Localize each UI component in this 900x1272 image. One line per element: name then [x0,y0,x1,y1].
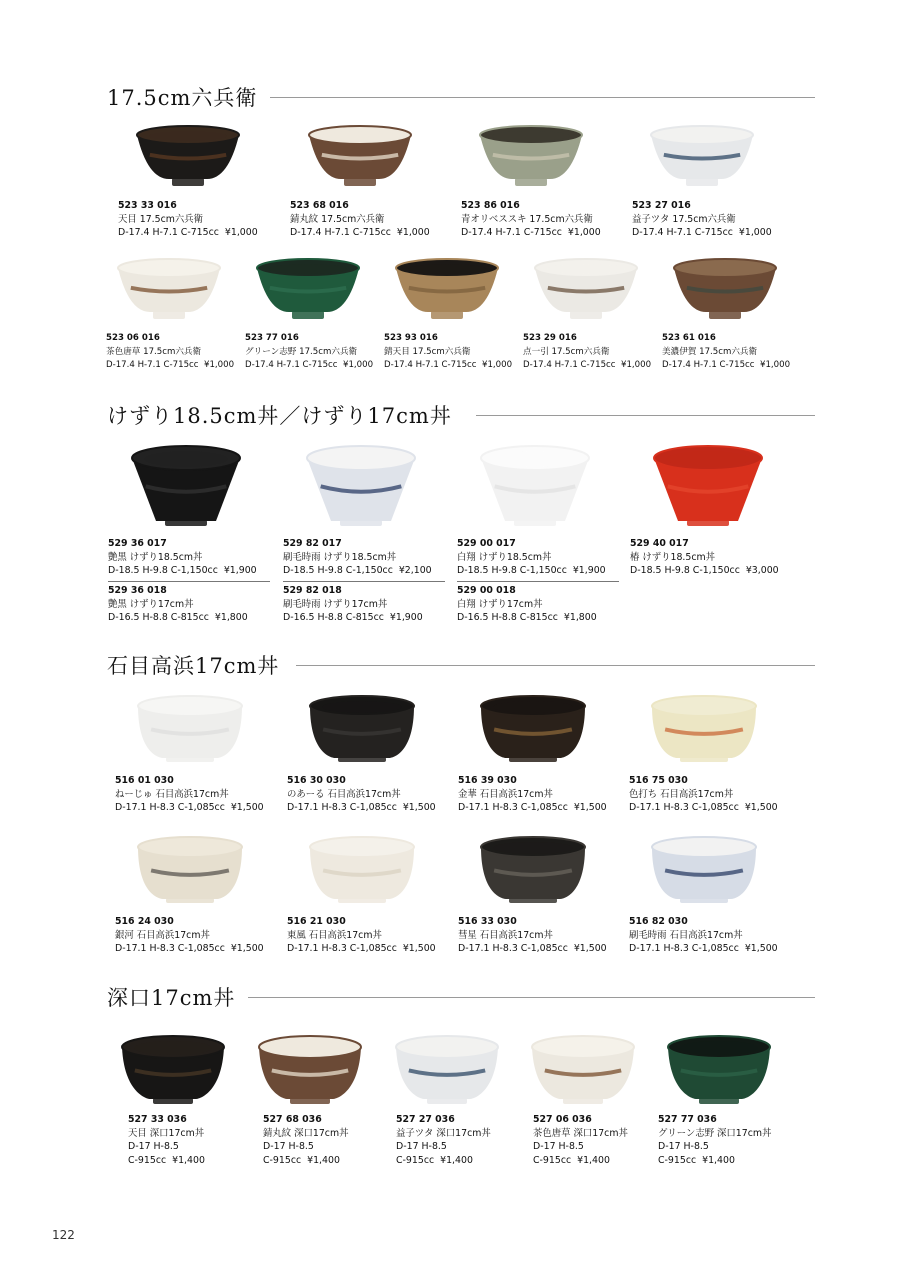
bowl-inside [271,1041,349,1055]
product-name: 益子ツタ 深口17cm丼 [396,1127,491,1139]
product-price: ¥1,500 [573,802,607,813]
bowl-inside [408,264,486,274]
product-info [115,774,264,815]
product-capacity: C-915cc ¥1,400 [658,1154,735,1166]
product-code: 527 77 036 [658,1114,717,1125]
product-info [458,915,607,956]
product-code: 516 30 030 [287,775,346,786]
bowl-image [649,125,755,187]
product-spec: D-17.1 H-8.3 C-1,085cc ¥1,500 [629,802,778,813]
product-spec: D-18.5 H-9.8 C-1,150cc ¥3,000 [630,565,779,576]
product-spec: D-17.1 H-8.3 C-1,085cc ¥1,500 [287,943,436,954]
product-spec: D-17.4 H-7.1 C-715cc ¥1,000 [632,227,772,238]
product-spec: D-17.1 H-8.3 C-1,085cc ¥1,500 [458,943,607,954]
product-spec: D-17.4 H-7.1 C-715cc ¥1,000 [290,227,430,238]
product-spec: D-17.4 H-7.1 C-715cc ¥1,000 [118,227,258,238]
product-price: ¥1,000 [396,227,430,238]
product-price: ¥1,400 [440,1154,473,1166]
product-info [290,199,430,240]
page-number: 122 [52,1228,75,1242]
product-info [629,774,778,815]
product-sub-info [108,584,248,625]
product-name: 天目 深口17cm丼 [128,1127,205,1139]
bowl-image [533,258,639,320]
product-name: 刷毛時雨 けずり18.5cm丼 [283,551,397,563]
product-info [533,1113,628,1167]
bowl-inside [150,842,230,854]
product-price: ¥1,000 [759,360,791,370]
bowl-image [135,125,241,187]
product-code: 529 00 017 [457,538,516,549]
product-spec: D-16.5 H-8.8 C-815cc ¥1,800 [108,612,248,623]
product-price: ¥1,800 [563,612,597,623]
product-name: 彗星 石目高浜17cm丼 [458,929,553,941]
product-info [115,915,264,956]
product-price: ¥1,500 [230,943,264,954]
product-info [287,774,436,815]
bowl-image [136,695,244,763]
product-code: 529 36 018 [108,585,167,596]
product-price: ¥1,000 [481,360,513,370]
bowl-image [308,836,416,904]
product-price: ¥1,000 [567,227,601,238]
product-capacity: C-915cc ¥1,400 [533,1154,610,1166]
product-name: 錆丸紋 深口17cm丼 [263,1127,349,1139]
product-code: 527 06 036 [533,1114,592,1125]
product-spec: D-17.1 H-8.3 C-1,085cc ¥1,500 [115,802,264,813]
product-info [245,332,373,373]
product-spec: D-17.4 H-7.1 C-715cc ¥1,000 [245,360,374,370]
bowl-image [308,695,416,763]
bowl-inside [130,264,208,274]
bowl-image [479,445,591,527]
product-price: ¥1,500 [230,802,264,813]
product-price: ¥1,000 [342,360,374,370]
bowl-image [305,445,417,527]
product-code: 516 75 030 [629,775,688,786]
product-code: 523 68 016 [290,200,349,211]
product-spec: D-16.5 H-8.8 C-815cc ¥1,800 [457,612,597,623]
product-name: 益子ツタ 17.5cm六兵衛 [632,213,736,225]
bowl-inside [493,451,577,467]
product-code: 516 21 030 [287,916,346,927]
bowl-image [650,695,758,763]
product-code: 527 27 036 [396,1114,455,1125]
product-code: 516 33 030 [458,916,517,927]
product-price: ¥1,900 [223,565,257,576]
product-info [384,332,512,373]
product-code: 529 82 018 [283,585,342,596]
item-separator [108,581,270,582]
section-rule [476,415,815,416]
product-price: ¥1,400 [702,1154,735,1166]
product-price: ¥1,400 [307,1154,340,1166]
product-code: 523 93 016 [384,333,438,343]
bowl-inside [149,131,227,141]
product-price: ¥2,100 [398,565,432,576]
bowl-image [530,1035,636,1105]
product-sub-info [457,584,597,625]
product-info [523,332,651,373]
product-price: ¥1,500 [744,802,778,813]
bowl-image [479,695,587,763]
bowl-image [479,836,587,904]
bowl-inside [408,1041,486,1055]
product-code: 523 27 016 [632,200,691,211]
product-spec: D-18.5 H-9.8 C-1,150cc ¥1,900 [108,565,257,576]
product-price: ¥1,500 [573,943,607,954]
product-spec: D-17 H-8.5 [396,1141,447,1152]
bowl-inside [322,701,402,713]
product-info [461,199,601,240]
bowl-image [478,125,584,187]
product-price: ¥1,000 [620,360,652,370]
product-code: 523 33 016 [118,200,177,211]
product-name: 美濃伊賀 17.5cm六兵衛 [662,346,758,357]
bowl-inside [322,842,402,854]
product-name: 色打ち 石目高浜17cm丼 [629,788,734,800]
product-price: ¥1,000 [203,360,235,370]
bowl-foot [570,311,602,319]
bowl-image [394,258,500,320]
product-name: 刷毛時雨 石目高浜17cm丼 [629,929,743,941]
product-price: ¥1,900 [572,565,606,576]
product-code: 529 36 017 [108,538,167,549]
product-code: 516 01 030 [115,775,174,786]
bowl-image [257,1035,363,1105]
product-code: 529 00 018 [457,585,516,596]
product-price: ¥1,900 [389,612,423,623]
bowl-inside [493,701,573,713]
product-code: 523 29 016 [523,333,577,343]
product-name: 艶黒 けずり17cm丼 [108,598,194,610]
product-code: 529 40 017 [630,538,689,549]
product-name: 青オリベススキ 17.5cm六兵衛 [461,213,593,225]
product-name: グリーン志野 17.5cm六兵衛 [245,346,358,357]
bowl-image [120,1035,226,1105]
product-price: ¥1,800 [214,612,248,623]
product-spec: D-17 H-8.5 [128,1141,179,1152]
product-info [458,774,607,815]
product-sub-info [283,584,423,625]
product-code: 523 06 016 [106,333,160,343]
product-info [108,537,257,578]
product-spec: D-18.5 H-9.8 C-1,150cc ¥2,100 [283,565,432,576]
product-info [629,915,778,956]
product-spec: D-17.4 H-7.1 C-715cc ¥1,000 [523,360,652,370]
product-code: 516 82 030 [629,916,688,927]
product-spec: D-17 H-8.5 [533,1141,584,1152]
product-info [662,332,790,373]
section-title-rokubee: 17.5cm六兵衛 [107,86,258,110]
section-rule [270,97,815,98]
product-spec: D-17 H-8.5 [658,1141,709,1152]
bowl-inside [686,264,764,274]
item-separator [283,581,445,582]
bowl-inside [321,131,399,141]
bowl-foot [709,311,741,319]
section-rule [296,665,815,666]
section-rule [248,997,815,998]
product-name: 金華 石目高浜17cm丼 [458,788,553,800]
product-name: 点一引 17.5cm六兵衛 [523,346,610,357]
product-info [658,1113,771,1167]
product-info [128,1113,205,1167]
product-spec: D-17.1 H-8.3 C-1,085cc ¥1,500 [629,943,778,954]
product-spec: D-16.5 H-8.8 C-815cc ¥1,900 [283,612,423,623]
product-spec: D-18.5 H-9.8 C-1,150cc ¥1,900 [457,565,606,576]
product-capacity: C-915cc ¥1,400 [396,1154,473,1166]
bowl-foot [686,178,718,186]
product-price: ¥1,500 [402,802,436,813]
product-name: のあーる 石目高浜17cm丼 [287,788,401,800]
product-code: 523 77 016 [245,333,299,343]
bowl-foot [153,311,185,319]
bowl-image [130,445,242,527]
product-name: 錆天目 17.5cm六兵衛 [384,346,471,357]
bowl-inside [547,264,625,274]
product-name: 錆丸紋 17.5cm六兵衛 [290,213,385,225]
bowl-foot [515,178,547,186]
bowl-image [672,258,778,320]
product-name: ねーじゅ 石目高浜17cm丼 [115,788,229,800]
product-info [118,199,258,240]
product-code: 527 33 036 [128,1114,187,1125]
product-name: 椿 けずり18.5cm丼 [630,551,716,563]
product-spec: D-17.4 H-7.1 C-715cc ¥1,000 [384,360,513,370]
product-spec: D-17.4 H-7.1 C-715cc ¥1,000 [106,360,235,370]
product-code: 527 68 036 [263,1114,322,1125]
product-spec: D-17.1 H-8.3 C-1,085cc ¥1,500 [115,943,264,954]
product-name: 刷毛時雨 けずり17cm丼 [283,598,388,610]
bowl-inside [663,131,741,141]
bowl-image [116,258,222,320]
bowl-inside [269,264,347,274]
product-name: 艶黒 けずり18.5cm丼 [108,551,203,563]
product-price: ¥3,000 [745,565,779,576]
bowl-foot [292,311,324,319]
bowl-image [307,125,413,187]
item-separator [457,581,619,582]
bowl-image [394,1035,500,1105]
product-info [106,332,234,373]
bowl-image [652,445,764,527]
section-title-ishime: 石目高浜17cm丼 [107,654,280,678]
product-capacity: C-915cc ¥1,400 [263,1154,340,1166]
bowl-inside [319,451,403,467]
product-code: 523 61 016 [662,333,716,343]
product-name: 茶色唐草 17.5cm六兵衛 [106,346,202,357]
product-info [263,1113,348,1167]
product-code: 516 39 030 [458,775,517,786]
section-title-fukaguchi: 深口17cm丼 [107,986,236,1010]
bowl-image [255,258,361,320]
bowl-foot [172,178,204,186]
product-price: ¥1,000 [224,227,258,238]
product-info [396,1113,491,1167]
bowl-inside [544,1041,622,1055]
product-name: 白翔 けずり18.5cm丼 [457,551,552,563]
product-name: 白翔 けずり17cm丼 [457,598,543,610]
bowl-inside [666,451,750,467]
product-info [287,915,436,956]
bowl-inside [493,842,573,854]
product-spec: D-17.1 H-8.3 C-1,085cc ¥1,500 [458,802,607,813]
product-spec: D-17.4 H-7.1 C-715cc ¥1,000 [662,360,791,370]
product-name: グリーン志野 深口17cm丼 [658,1127,772,1139]
product-spec: D-17 H-8.5 [263,1141,314,1152]
product-name: 茶色唐草 深口17cm丼 [533,1127,628,1139]
product-info [630,537,779,578]
bowl-image [650,836,758,904]
product-name: 銀河 石目高浜17cm丼 [115,929,210,941]
product-price: ¥1,400 [577,1154,610,1166]
bowl-inside [664,842,744,854]
bowl-foot [344,178,376,186]
bowl-foot [431,311,463,319]
product-name: 東風 石目高浜17cm丼 [287,929,382,941]
bowl-inside [664,701,744,713]
product-price: ¥1,400 [172,1154,205,1166]
product-price: ¥1,500 [744,943,778,954]
bowl-image [666,1035,772,1105]
product-code: 516 24 030 [115,916,174,927]
product-price: ¥1,000 [738,227,772,238]
product-spec: D-17.4 H-7.1 C-715cc ¥1,000 [461,227,601,238]
section-title-kezuri: けずり18.5cm丼／けずり17cm丼 [107,404,452,428]
product-code: 523 86 016 [461,200,520,211]
product-name: 天目 17.5cm六兵衛 [118,213,204,225]
product-price: ¥1,500 [402,943,436,954]
bowl-inside [150,701,230,713]
product-info [632,199,772,240]
bowl-inside [144,451,228,467]
bowl-inside [680,1041,758,1055]
product-info [457,537,606,578]
product-spec: D-17.1 H-8.3 C-1,085cc ¥1,500 [287,802,436,813]
bowl-inside [492,131,570,141]
product-info [283,537,432,578]
product-code: 529 82 017 [283,538,342,549]
bowl-image [136,836,244,904]
product-capacity: C-915cc ¥1,400 [128,1154,205,1166]
bowl-inside [134,1041,212,1055]
